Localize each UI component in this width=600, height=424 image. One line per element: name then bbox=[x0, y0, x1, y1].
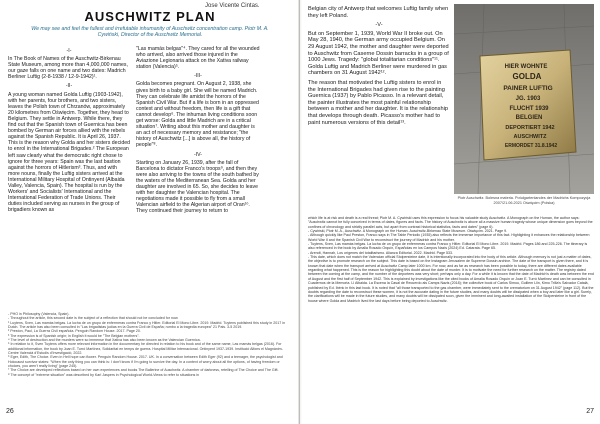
footnotes-right bbox=[308, 216, 594, 303]
footnote: - This date, which does not match the Valencian official Stolpersteine date, it is intentionally incorporated into the body of this article. Although memory is not just a matter of dates, the objective is to promote research on the subject. This date is based on the Instagram Jerusalem de Supreme Dossin archive. The date of the transport is given there, and it is known that date when the transport arrived at Auschwitz Camp later 1000 km. For now, and as far as research has been possible to today, there are different dates available regarding what happened. This is the reason for highlighting this doubt about the date of murder. It is to motivate the need for further research on the matter. The registry dated between the coming at the camp, and the number of the deportees was very short; perhaps only a day. For a while it is known that the date of Madrich's death was between the end of August and the first half of September 1942. This is explained by investigations like the cited books of Amalia Rosado Orquín or Joan E. Turró Martínez and can be consulted in Cuadernos de la Memoria. Ll Albaida. La Escena la Casal de Recuerdo als Camps Nazis (2018); the collective book of Carlos Simou, Guillem Llin, Kimo Trilla's Salvador Catalá, published by Ed. Ibéric in this last book. It is noted that "all those transported to the gas chamber, were immediately sent to the crematorium on 31 August 1942" (page 112). But the doubts regarding the date to reconstruct these women, it is not the accurate dating in the future studies, and many doubts will be dissipated when a boy and later like a girl. Surely, the clarifications will be made in the future studies, and many doubts will be dissipated soon, given the imminent and long-awaited installation of the Stolpersteine in front of the house where Golda and Madrich lived the last days before being deported to Auschwitz. bbox=[308, 255, 594, 303]
plaque-line: BELGIEN bbox=[515, 115, 543, 121]
section-heading: -II- bbox=[65, 83, 73, 90]
plaque-line: DEPORTIERT 1942 bbox=[505, 125, 555, 131]
paragraph: In The Book of Names of the Auschwitz-Birkenau State Museum, among more than 4,000,000 names, our gaze falls on one name and two dates: Madrich Berliner Luftig (2-8-1938 / 12-9-1942)¹. bbox=[8, 56, 128, 81]
right-column-a bbox=[308, 6, 450, 129]
paragraph: "Las mamás belgas"⁴. They cared for all the wounded who arrived, also arrived those injured in the Aviazione Legionaria attack on the Xativa railway station (Valencia)⁵. bbox=[136, 46, 260, 71]
stolperstein-image bbox=[454, 4, 594, 194]
plaque-line: AUSCHWITZ bbox=[513, 134, 547, 140]
section-heading: -I- bbox=[66, 48, 72, 54]
right-page bbox=[300, 0, 600, 424]
footnote: ⁶ Eger, Edith, The Choice. Even in Hell hope can flower. Penguin Random House. 2017. UK. In a conversation between Edith Eger (92) and a teenager, the psychologist and Holocaust survivor states: "When the only thing you can think is: I don't know if I'm going to survive the day. In a context of worry about all the options, of having freedom or choices, you aren't really living" (page 245). bbox=[8, 355, 283, 369]
footnote: - Arendt, Hannah, Los orígenes del totalitarismo. Alianza Editorial. 2022. Madrid. Page 533. bbox=[308, 250, 454, 255]
plaque-line: PAINER LUFTIG bbox=[503, 85, 553, 92]
footnote: ⁴ The level of destruction and the murders were so immense that Xativa has also been known as the Valencian Guernica. bbox=[8, 338, 201, 343]
page-number-right: 27 bbox=[586, 408, 594, 415]
paragraph: Belgian city of Antwerp that welcomes Luftig family when they left Poland. bbox=[308, 6, 449, 19]
page-number-left: 26 bbox=[6, 408, 14, 415]
paragraph: A young woman named Golda Luftig (1903-1942), with her parents, four brothers, and two sisters, leaves the Polish town of Chrzanów, approximately 20 kilometres from Oświęcim. Together, they head to Belgium. They settle in Antwerp. While there, they find out that the Spanish town of Guernica has been bombed by German air forces allied with the rebels against the Spanish Republic. It is April 26, 1937. This is the reason why Golda and her sisters decided to enrol in the International Brigades.² The European left saw clearly what the democratic right chose to ignore for three years: Spain was the last bastion against the horrors of Hitlerism³. Thus, and with more nouns, finally the Luftig sisters arrived at the International Military Hospital of Ontinyent (Albaida Valley, Valencia, Spain). The hospital is run by the Workers' and Socialists' International and the International Federation of Trade Unions. Their duties included serving as nurses in the group of brigadiers known as bbox=[8, 91, 130, 214]
epigraph: We may see and feel the fullest and irrefutable inhumanity of Auschwitz concentration camp. Piotr M. A. Cywiński, Director of the Auschwitz Memorial. bbox=[31, 26, 269, 39]
author-name: Jose Vicente Cintas. bbox=[205, 3, 260, 9]
paragraph: Golda becomes pregnant. On August 2, 1938, she gives birth to a baby girl. She will be named Madrich. They can celebrate life amidst the horrors of the Spanish Civil War. But if a life is born in an oppressed context and without freedom, then life is a gift that cannot develop⁶. The inhuman living conditions soon get worse: Golda and little Madrich are in a critical situation⁷. Writing about this mother and daughter is an act of necessary memory and resistance; "the history of Auschwitz [...] is above all, the history of people"⁸. bbox=[136, 81, 259, 149]
plaque-line: ERMORDET 31.8.1942 bbox=[504, 143, 558, 149]
photo-caption: Piotr Auschwitz. Bolesna materia. Potulgartenlandes der Madrichs Kompozycja 2007/21.06.2021 Oświęcim (Polska) bbox=[457, 196, 591, 205]
footnote: ⁵ In relation to it, Sven Tuytens offers more relevant information in the documentary he directed in relation to his book and of the same name, Las mamás belgas (2016). For additional information, the book by Joan E. Turró Martínez, Solidaritat en temps de guerra. Hospital Militar Internacional. Ontinyent 1937-1939. Institució Alfons el Magnànim-Centre Valencià d'Estudis d'Investigació, 2022. bbox=[8, 342, 283, 356]
paragraph: The reason that motivated the Luftig sisters to enrol in the International Brigades had given rise to the painting Guernica (1937) by Pablo Picasso. In a relevant detail, the painter illustrates the most painful relationship between a mother and her daughter. It is the relationship that develops through death. Picasso's mother had to paint numerous versions of this detail¹³. bbox=[308, 79, 448, 126]
plaque-line: GOLDA bbox=[512, 72, 542, 81]
section-heading: -IV- bbox=[193, 151, 203, 158]
footnote: which life is at risk and death is a real threat; Piotr M. A. Cywiński uses this expression to focus his valuable study Auschwitz. A Monograph on the Human, the author says: "Auschwitz cannot be fully conceived in terms of dates, figures and facts. The history of Auschwitz is above all a massive human tragedy whose unique dimension goes beyond the confines of chronology and strictly parallel acts, but apart from contrast historical statistics, facts and dates" (page 6). bbox=[308, 216, 593, 229]
footnote: - Although quickly like Paul Preston, Franco says in The Table Periodic (1935) also reflects the immense importance of this fact. Highlighting it enhances the relationship between World War II and the Spanish Civil War to reconstruct the journey of Madrich and his mother. bbox=[308, 233, 590, 242]
footnote: ¹ Luytens, Sven, Las mamás belgas. La lucha de un grupo de enfermeras contra Franco y Hitler. Editorial El Mono Libre. 2019. Madrid. Tuytens published this study in 2017 in Dutch. The article has also been consulted in "Las brigadistas judías en la Guerra Civil de España; rumbo a la tragedia europea" 21 Pais. 3-5 2019. bbox=[8, 320, 286, 330]
footnote: ⁷ The Choice are developed reflections based on her own experiences and books The Ballerine of Auschwitz. A chamber of darkness, retelling of The Choice and The Gift. bbox=[8, 368, 279, 373]
footnote: ³ The expression is of Spanish origin; in English it would be "The Belgian mothers". bbox=[8, 333, 140, 338]
paragraph: But on September 1, 1939, World War II broke out. On May 28, 1940, the German army occupied Belgium. On 29 August 1942, the mother and daughter were deported to Auschwitz from Caserne Dossin barracks in a group of 1000 Jews. Tragedy: "global totalitarian conditions"¹¹. Golda Luftig and Madrich Berliner were murdered in gas chambers on 31 August 1942¹². bbox=[308, 30, 449, 77]
section-heading: -V- bbox=[375, 22, 383, 29]
left-column-b bbox=[136, 46, 260, 217]
section-heading: -III- bbox=[194, 73, 202, 80]
footnote: - PHO in Philosophy (Valencia, Spain). bbox=[8, 312, 70, 316]
plaque-line: FLUCHT 1939 bbox=[509, 106, 549, 112]
plaque-line: JG. 1903 bbox=[515, 96, 541, 102]
paragraph: Starting on January 26, 1939, after the fall of Barcelona to dictator Franco's troops⁹, and then they were also arriving to the towns of the south bathed by the waters of the Mediterranean Sea. Golda and her daughter are involved in 65. So, she decides to leave with her daughter the Valencian hospital. The negotiations made it possible to fly from a small Valencian airfield to the Algerian airport of Oran¹⁰. They continued their journey to return to bbox=[136, 159, 259, 215]
footnote: - Throughout the article, this second date is the subject of a reflection that should not be concluded for now. bbox=[8, 316, 179, 321]
page-title: AUSCHWITZ PLAN bbox=[84, 9, 216, 24]
plaque-line: HIER WOHNTE bbox=[504, 64, 548, 70]
footnote: ² Preston, Paul, La Guerra Civil española. Penguin Random House. 2017. Page 20. bbox=[8, 329, 141, 334]
footnote: ⁸ The concept of "extreme situation" was described by Karl Jaspers in Psychological World-Views to refer to situations in bbox=[8, 372, 200, 377]
footnote: - Cywiński, Piotr M. A., Auschwitz. A Monograph on the Human. Auschwitz-Birkenau State Museum. Oświęcim. 2021. Page 9. bbox=[308, 229, 508, 234]
stolperstein-photo bbox=[454, 4, 594, 194]
footnotes-left bbox=[8, 312, 292, 377]
footnote: - Tuytens, Sven, Las mamás belgas. La lucha de un grupo de enfermeras contra Franco y Hitler. Editorial El Mono Libre. 2019. Madrid. Pages 186 and 225-226. The itinerary is also referenced in the book by Amalia Rosado Orquín, Españolas en los Campos Nazis (2024) Ed. Catarata. Page 65. bbox=[308, 242, 588, 251]
left-column-a bbox=[8, 46, 130, 216]
